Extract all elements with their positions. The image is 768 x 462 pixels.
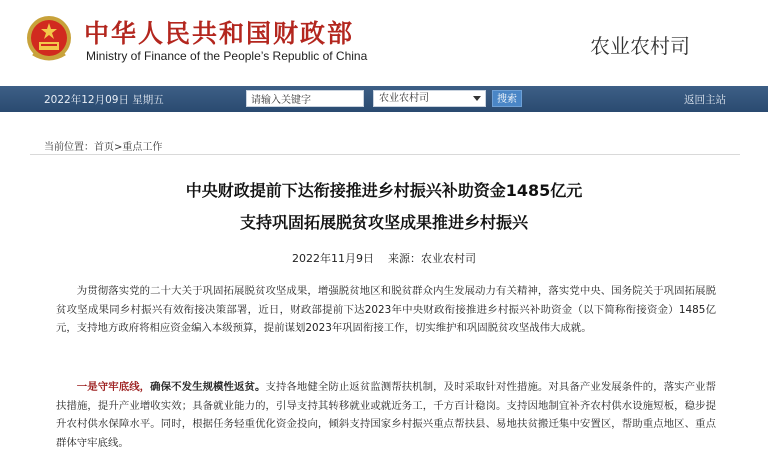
paragraph-lead-emphasis: 确保不发生规模性返贫。 [150, 381, 266, 393]
breadcrumb [44, 138, 162, 153]
national-emblem-icon[interactable] [25, 14, 73, 64]
article-date: 2022年11月9日 [292, 252, 374, 265]
current-date: 2022年12月09日 星期五 [44, 94, 164, 106]
search-input[interactable] [246, 90, 364, 107]
search-scope-select[interactable] [373, 90, 486, 107]
search-button[interactable]: 搜索 [492, 90, 522, 107]
breadcrumb-section-link[interactable]: 重点工作 [122, 142, 163, 153]
source-label: 来源： [388, 252, 421, 265]
paragraph-lead: 一是守牢底线， [76, 381, 151, 393]
breadcrumb-home-link[interactable]: 首页 [94, 142, 114, 153]
divider [30, 154, 740, 155]
breadcrumb-separator: > [114, 142, 123, 153]
article-paragraph-2 [56, 378, 716, 452]
article-meta [0, 250, 768, 266]
site-title-en: Ministry of Finance of the People’s Republic of China [86, 49, 368, 63]
site-header [0, 0, 768, 86]
article-source: 农业农村司 [421, 252, 476, 265]
article-title-line2: 支持巩固拓展脱贫攻坚成果推进乡村振兴 [239, 213, 528, 232]
department-name: 农业农村司 [590, 34, 690, 58]
chevron-down-icon [473, 96, 481, 101]
return-home-link[interactable]: 返回主站 [684, 94, 726, 106]
breadcrumb-label: 当前位置： [44, 142, 94, 153]
article-title-line1: 中央财政提前下达衔接推进乡村振兴补助资金1485亿元 [185, 181, 583, 200]
site-title[interactable]: 中华人民共和国财政部 [84, 19, 355, 48]
top-navbar [0, 86, 768, 112]
article-paragraph-1: 为贯彻落实党的二十大关于巩固拓展脱贫攻坚成果，增强脱贫地区和脱贫群众内生发展动力有关精神，落实党中央、国务院关于巩固拓展脱贫攻坚成果同乡村振兴有效衔接决策部署，近日，财政部提前下达2023年中央财政衔接推进乡村振兴补助资金（以下简称衔接资金）1485亿元，支持地方政府将相应资金编入本级预算，提前谋划2023年巩固衔接工作，切实维护和巩固脱贫攻坚战伟大成就。 [56, 285, 716, 334]
paragraph-body: 支持各地健全防止返贫监测帮扶机制，及时采取针对性措施。对具备产业发展条件的，落实产业帮扶措施，提升产业增收实效；具备就业能力的，引导支持其转移就业或就近务工，千方百计稳岗。支持因地制宜补齐农村供水设施短板，稳步提升农村供水保障水平。同时，根据任务轻重优化资金投向，倾斜支持国家乡村振兴重点帮扶县、易地扶贫搬迁集中安置区，帮助重点地区、重点群体守牢底线。 [56, 381, 717, 449]
search-scope-value: 农业农村司 [379, 93, 429, 104]
